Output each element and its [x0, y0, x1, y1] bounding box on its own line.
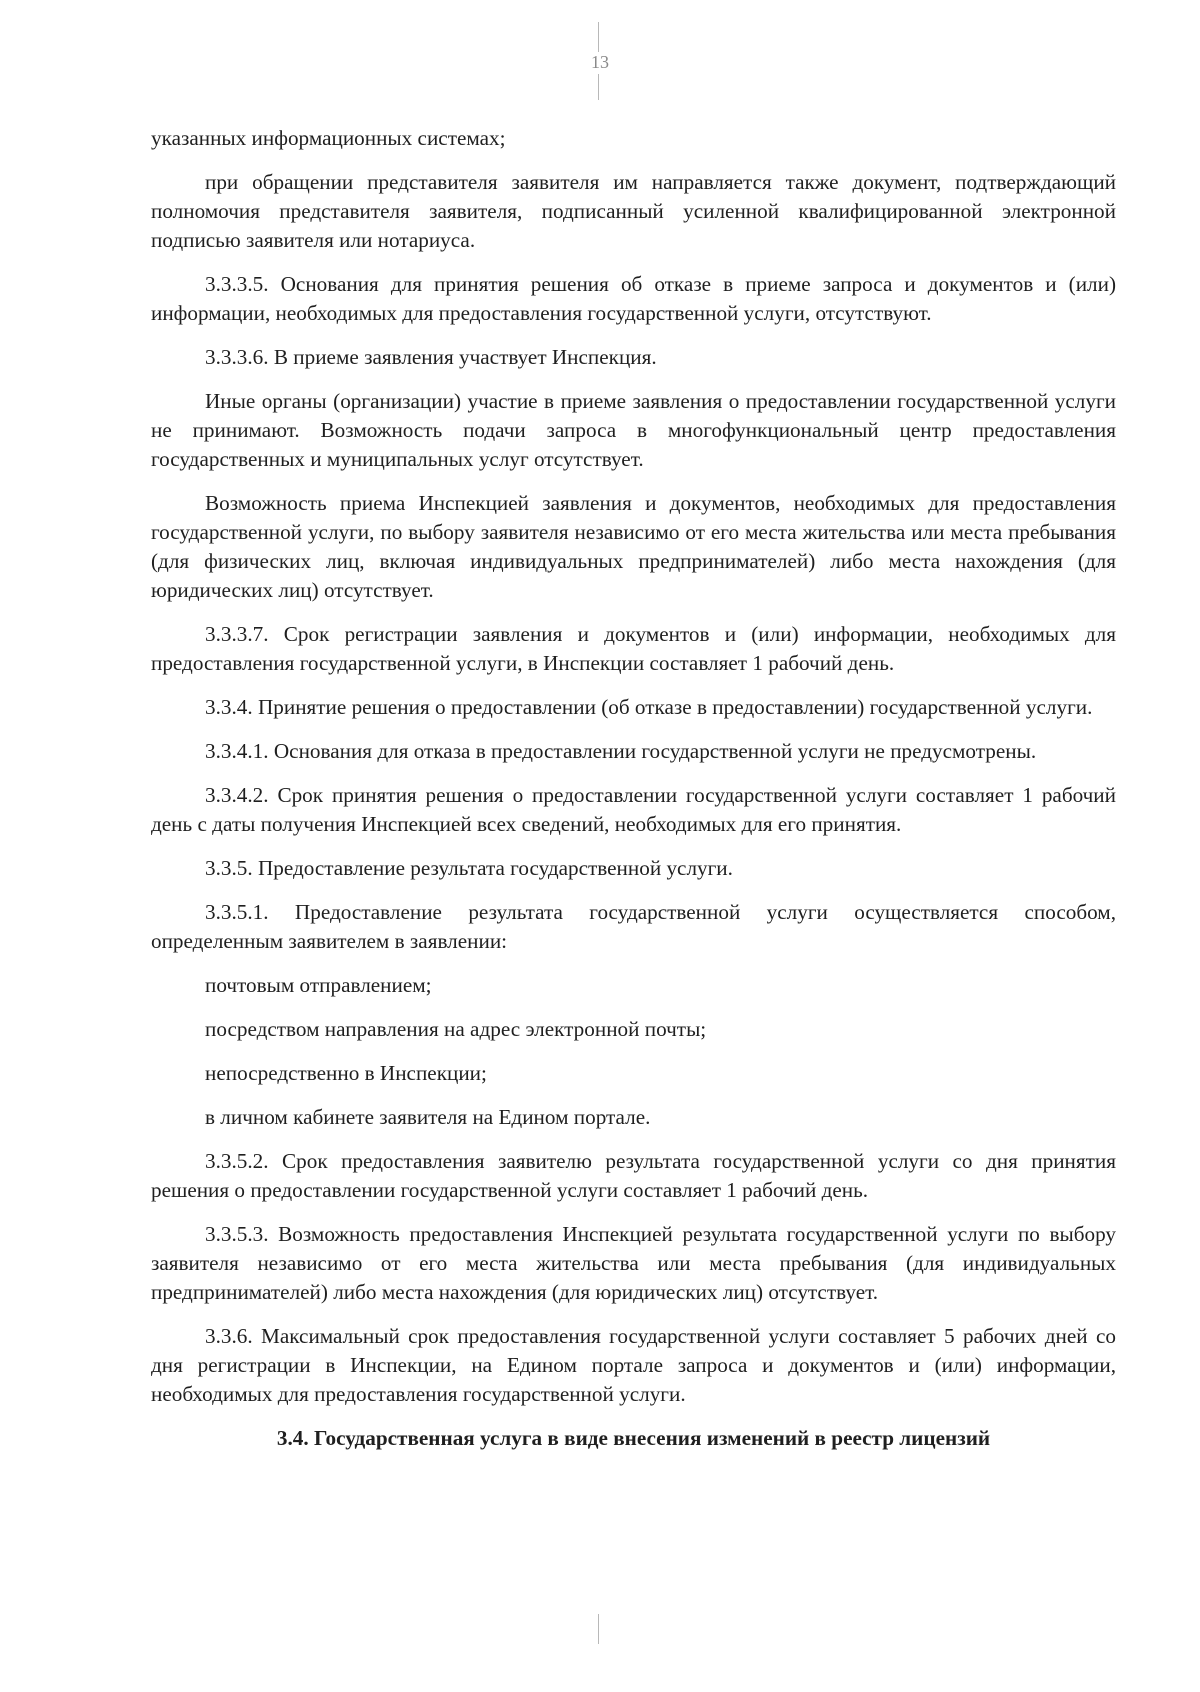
paragraph: 3.3.6. Максимальный срок предоставления государственной услуги составляет 5 рабочих дней со дня регистрации в Инспекции, на Едином портале запроса и документов и (или) информации, необходимых для предоставления государственной услуги.: [151, 1324, 1116, 1406]
list-item: непосредственно в Инспекции;: [205, 1061, 487, 1085]
paragraph: при обращении представителя заявителя им направляется также документ, подтверждающий полномочия представителя заявителя, подписанный усиленной квалифицированной электронной подписью заявителя или нотариуса.: [151, 170, 1116, 252]
paragraph: 3.3.4.2. Срок принятия решения о предоставлении государственной услуги составляет 1 рабочий день с даты получения Инспекцией всех сведений, необходимых для его принятия.: [151, 783, 1116, 836]
section-heading: 3.4. Государственная услуга в виде внесения изменений в реестр лицензий: [276, 1426, 991, 1450]
paragraph: 3.3.5.3. Возможность предоставления Инспекцией результата государственной услуги по выбору заявителя независимо от его места жительства или места пребывания (для индивидуальных предпринимателей) либо места нахождения (для юридических лиц) отсутствует.: [151, 1222, 1116, 1304]
paragraph: 3.3.4.1. Основания для отказа в предоставлении государственной услуги не предусмотрены.: [205, 739, 1037, 763]
document-body: [151, 124, 1116, 1453]
page-number: 13: [591, 52, 609, 72]
list-item: посредством направления на адрес электронной почты;: [205, 1017, 707, 1041]
paragraph: Возможность приема Инспекцией заявления и документов, необходимых для предоставления государственной услуги, по выбору заявителя независимо от его места жительства или места пребывания (для физических лиц, включая индивидуальных предпринимателей) либо места нахождения (для юридических лиц) отсутствует.: [151, 491, 1116, 602]
paragraph: 3.3.3.5. Основания для принятия решения об отказе в приеме запроса и документов и (или) информации, необходимых для предоставления государственной услуги, отсутствуют.: [151, 272, 1116, 325]
list-item: почтовым отправлением;: [205, 973, 432, 997]
scan-mark: [598, 1614, 599, 1644]
scan-mark: [598, 74, 599, 100]
paragraph: указанных информационных системах;: [151, 126, 506, 150]
paragraph: Иные органы (организации) участие в приеме заявления о предоставлении государственной услуги не принимают. Возможность подачи запроса в многофункциональный центр предоставления государственных и муниципальных услуг отсутствует.: [151, 389, 1116, 471]
paragraph: 3.3.4. Принятие решения о предоставлении (об отказе в предоставлении) государственной услуги.: [205, 695, 1093, 719]
list-item: в личном кабинете заявителя на Едином портале.: [205, 1105, 651, 1129]
paragraph: 3.3.3.7. Срок регистрации заявления и документов и (или) информации, необходимых для предоставления государственной услуги, в Инспекции составляет 1 рабочий день.: [151, 622, 1116, 675]
paragraph: 3.3.5.1. Предоставление результата государственной услуги осуществляется способом, определенным заявителем в заявлении:: [151, 900, 1116, 953]
paragraph: 3.3.5.2. Срок предоставления заявителю результата государственной услуги со дня принятия решения о предоставлении государственной услуги составляет 1 рабочий день.: [151, 1149, 1116, 1202]
paragraph: 3.3.5. Предоставление результата государственной услуги.: [205, 856, 733, 880]
scan-mark: [598, 22, 599, 52]
paragraph: 3.3.3.6. В приеме заявления участвует Инспекция.: [205, 345, 657, 369]
